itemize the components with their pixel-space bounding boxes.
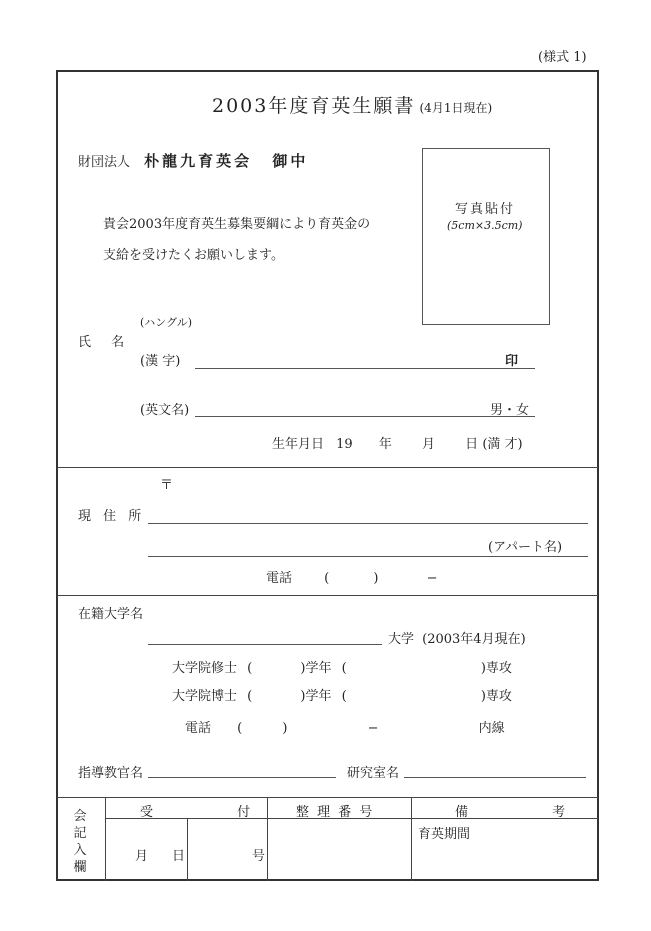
addressee-org: 朴龍九育英会 [144, 152, 253, 170]
english-name-label: (英文名) [140, 403, 190, 418]
univ-extension: 内線 [478, 721, 505, 736]
address-field-2[interactable] [148, 556, 588, 557]
request-line-2: 支給を受けたくお願いします。 [103, 248, 284, 263]
home-phone-dash: − [426, 571, 438, 586]
doctor-open-2: ( [341, 689, 347, 704]
office-col-1 [105, 797, 106, 881]
kanji-name-field[interactable] [195, 368, 535, 369]
divider-1 [57, 467, 598, 468]
photo-label: 写真貼付 [455, 202, 516, 217]
seal-mark: 印 [505, 354, 519, 369]
form-code: (様式 1) [538, 50, 587, 65]
dob-year-prefix: 19 [336, 437, 353, 452]
lab-label: 研究室名 [347, 766, 400, 781]
univ-phone-dash: − [367, 721, 379, 736]
dob-year-unit: 年 [378, 437, 392, 452]
univ-phone-label: 電話 [185, 721, 212, 736]
lab-field[interactable] [404, 777, 586, 778]
doctor-major: )専攻 [480, 689, 512, 704]
addressee-prefix: 財団法人 [78, 155, 131, 170]
form-title-main: 2003年度育英生願書 [212, 95, 416, 117]
dob-day-unit: 日 [465, 437, 479, 452]
master-open-1: ( [247, 661, 253, 676]
office-remarks-header: 備 考 [455, 805, 606, 820]
university-suffix: 大学 [388, 632, 415, 647]
master-row [172, 657, 512, 676]
university-as-of: (2003年4月現在) [422, 632, 526, 647]
addressee-honorific: 御中 [272, 152, 309, 170]
dob-label: 生年月日 [272, 437, 325, 452]
univ-phone-row [185, 717, 505, 736]
home-phone-label: 電話 [266, 571, 293, 586]
apartment-label: (アパート名) [488, 540, 563, 555]
advisor-label: 指導教官名 [78, 766, 144, 781]
form-title-sub: (4月1日現在) [419, 101, 493, 115]
sex-choice[interactable]: 男・女 [490, 403, 530, 418]
univ-phone-close: ) [282, 721, 288, 736]
home-phone-open: ( [324, 571, 330, 586]
home-phone-close: ) [373, 571, 379, 586]
office-day: 日 [172, 849, 186, 864]
photo-box[interactable] [422, 148, 550, 325]
university-label: 在籍大学名 [78, 607, 144, 622]
university-row-suffix [388, 628, 526, 647]
address-label: 現 住 所 [78, 509, 146, 524]
office-number: 号 [252, 849, 266, 864]
dob-row [272, 433, 523, 452]
english-name-field[interactable] [195, 416, 535, 417]
office-col-3 [411, 797, 412, 881]
kanji-label: (漢 字) [140, 354, 181, 369]
address-field-1[interactable] [148, 523, 588, 524]
doctor-row [172, 685, 512, 704]
office-side-label: 会記入欄 [73, 809, 87, 875]
postal-mark: 〒 [160, 478, 174, 493]
request-line-1: 貴会2003年度育英生募集要綱により育英金の [103, 217, 371, 232]
advisor-field[interactable] [148, 777, 336, 778]
master-open-2: ( [341, 661, 347, 676]
office-reference-header: 整 理 番 号 [296, 805, 375, 820]
master-major: )専攻 [480, 661, 512, 676]
doctor-label: 大学院博士 [172, 689, 238, 704]
master-grade: )学年 [300, 661, 332, 676]
office-table-top [57, 797, 598, 798]
hangul-label: (ハングル) [140, 316, 193, 329]
doctor-open-1: ( [247, 689, 253, 704]
form-title [212, 91, 492, 118]
univ-phone-open: ( [237, 721, 243, 736]
university-field[interactable] [148, 644, 382, 645]
addressee [78, 150, 308, 171]
office-col-received-split [187, 818, 188, 881]
office-month: 月 [135, 849, 149, 864]
age: (満 才) [482, 437, 523, 452]
doctor-grade: )学年 [300, 689, 332, 704]
home-phone-row [266, 567, 438, 586]
photo-size: (5cm×3.5cm) [447, 219, 523, 232]
divider-2 [57, 595, 598, 596]
master-label: 大学院修士 [172, 661, 238, 676]
name-section-label: 氏 名 [78, 335, 133, 350]
dob-month-unit: 月 [422, 437, 436, 452]
office-received-header: 受 付 [140, 805, 291, 820]
office-period: 育英期間 [418, 827, 471, 842]
